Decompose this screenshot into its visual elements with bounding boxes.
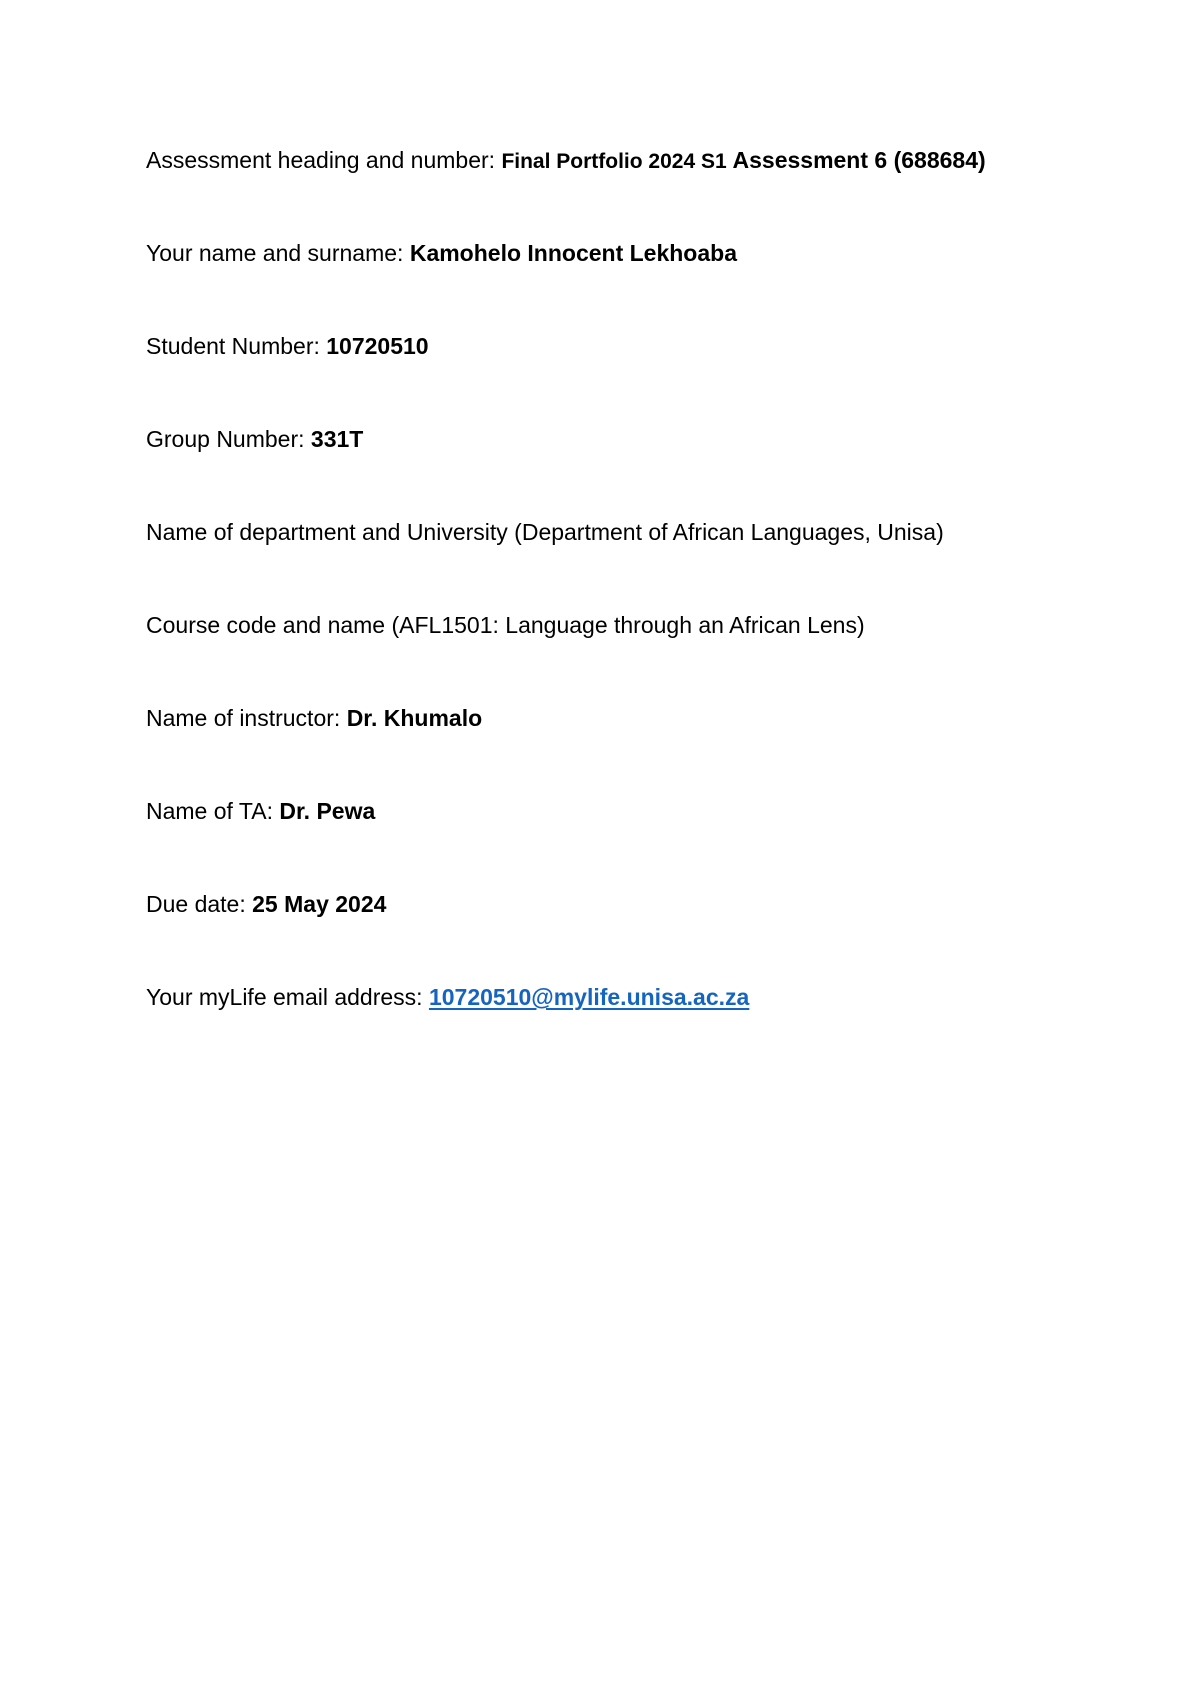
assessment-heading-line [146, 146, 986, 176]
due-date-label: Due date: [146, 891, 253, 917]
student-number-value: 10720510 [326, 333, 429, 359]
department-line [146, 518, 944, 546]
student-name-label: Your name and surname: [146, 240, 410, 266]
group-number-label: Group Number: [146, 426, 311, 452]
student-name-value: Kamohelo Innocent Lekhoaba [409, 240, 737, 266]
ta-value: Dr. Pewa [279, 798, 376, 824]
instructor-line [146, 704, 482, 732]
assessment-heading-label: Assessment heading and number: [146, 147, 502, 173]
department-text: Name of department and University (Department of African Languages, Unisa) [146, 519, 944, 545]
course-line [146, 611, 865, 639]
due-date-value: 25 May 2024 [252, 891, 387, 917]
course-text: Course code and name (AFL1501: Language through an African Lens) [146, 612, 865, 638]
due-date-line [146, 890, 386, 918]
student-number-line [146, 332, 429, 360]
ta-line [146, 797, 375, 825]
student-name-line [146, 239, 737, 267]
email-line [146, 983, 749, 1011]
ta-label: Name of TA: [146, 798, 280, 824]
assessment-heading-value-part1: Final Portfolio 2024 S1 [501, 150, 733, 173]
group-number-value: 331T [310, 426, 364, 452]
instructor-label: Name of instructor: [146, 705, 347, 731]
assessment-heading-value-part2: Assessment 6 (688684) [732, 147, 986, 173]
student-number-label: Student Number: [146, 333, 327, 359]
instructor-value: Dr. Khumalo [346, 705, 483, 731]
email-label: Your myLife email address: [146, 984, 429, 1010]
email-link[interactable]: 10720510@mylife.unisa.ac.za [428, 984, 750, 1010]
group-number-line [146, 425, 363, 453]
